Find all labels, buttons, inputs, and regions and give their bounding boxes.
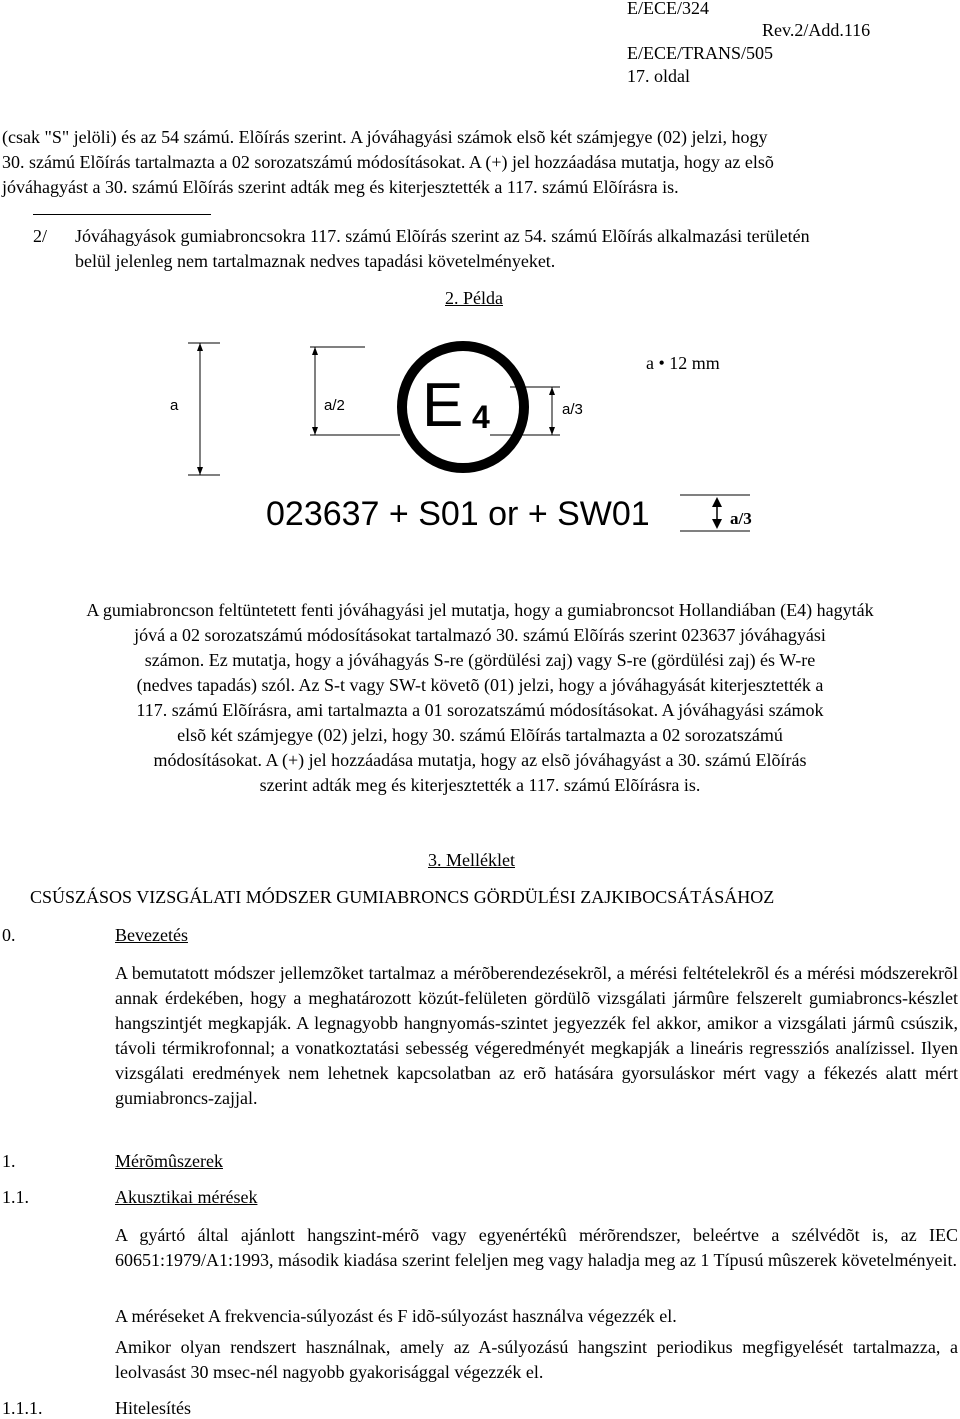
dim-a-arrow-down [197, 467, 203, 475]
explanation-line-8: szerint adták meg és kiterjesztették a 117. számú Elõírásra is. [259, 775, 701, 795]
footnote-number: 2/ [33, 226, 48, 246]
explanation-line-1: A gumiabroncson feltüntetett fenti jóváhagyási jel mutatja, hogy a gumiabroncsot Hollandiában (E4) hagyták [86, 600, 874, 620]
section-1-1-text-1: A gyártó által ajánlott hangszint-mérõ vagy egyenértékû mérõrendszer, beleértve a szélvédõt is, az IEC 60651:1979/A1:1993, második kiadása szerint feleljen meg vagy haladja meg az 1 Típusú mûszerek követelményeit. [115, 1225, 958, 1270]
intro-line-3: jóváhagyást a 30. számú Elõírás szerint adták meg és kiterjesztették a 117. számú Elõírásra is. [2, 177, 679, 197]
page-number: 17. oldal [627, 66, 690, 86]
section-1-1-title: Akusztikai mérések [115, 1187, 258, 1207]
section-0-title: Bevezetés [115, 925, 188, 945]
mark-letter: E [422, 371, 464, 440]
explanation-line-2: jóvá a 02 sorozatszámú módosításokat tartalmazó 30. számú Elõírás szerint 023637 jóváhagyási [134, 625, 826, 645]
dim-a2-label: a/2 [324, 397, 345, 414]
dim-a3-arrow-down [549, 427, 555, 435]
footnote-separator [33, 214, 211, 215]
approval-mark-diagram [160, 335, 780, 550]
size-note: a • 12 mm [646, 353, 720, 373]
dim-a-label: a [170, 397, 179, 414]
section-1-1-1-title: Hitelesítés [115, 1398, 191, 1418]
section-1-1-text-2: A méréseket A frekvencia-súlyozást és F idõ-súlyozást használva végezzék el. [115, 1306, 677, 1326]
section-1-1-number: 1.1. [2, 1187, 29, 1207]
footnote-line-1: Jóváhagyások gumiabroncsokra 117. számú Elõírás szerint az 54. számú Elõírás alkalmazási területén [75, 226, 810, 246]
trans-symbol: E/ECE/TRANS/505 [627, 43, 774, 63]
explanation-line-7: módosításokat. A (+) jel hozzáadása mutatja, hogy az elsõ jóváhagyást a 30. számú Elõírás [153, 750, 807, 770]
footnote-line-2: belül jelenleg nem tartalmaznak nedves tapadási követelményeket. [75, 251, 556, 271]
dim-a3-label: a/3 [562, 401, 583, 418]
section-0-number: 0. [2, 925, 16, 945]
annex-subtitle: CSÚSZÁSOS VIZSGÁLATI MÓDSZER GUMIABRONCS GÖRDÜLÉSI ZAJKIBOCSÁTÁSÁHOZ [30, 887, 775, 907]
revision: Rev.2/Add.116 [762, 20, 871, 40]
example-title: 2. Példa [445, 288, 503, 308]
explanation-line-5: 117. számú Elõírásra, ami tartalmazta a 01 sorozatszámú módosításokat. A jóváhagyási számok [136, 700, 824, 720]
section-1-1-1-number: 1.1.1. [2, 1398, 43, 1418]
dim-a2-arrow-down [312, 427, 318, 435]
dim-a2-arrow-up [312, 347, 318, 355]
section-1-number: 1. [2, 1151, 16, 1171]
explanation-line-4: (nedves tapadás) szól. Az S-t vagy SW-t követõ (01) jelzi, hogy a jóváhagyását kiterjesztették a [136, 675, 824, 695]
intro-line-2: 30. számú Elõírás tartalmazta a 02 sorozatszámú módosításokat. A (+) jel hozzáadása mutatja, hogy az elsõ [2, 152, 774, 172]
section-0-text: A bemutatott módszer jellemzõket tartalmaz a mérõberendezésekrõl, a mérési feltételekrõl és a mérési módszerekrõl annak érdekében, hogy a meghatározott közút-felületen gördülõ vizsgálati jármûre felszerelt gumiabroncs-készlet hangszintjét megkapják. A legnagyobb hangnyomás-szintet jegyezzék fel akkor, amikor a vizsgálati jármû csúszik, távoli térmikrofonnal; a vonatkoztatási sebesség végeredményét megkapják a lineáris regressziós analízissel. Ilyen vizsgálati eredmények nem lehetnek kapcsolatban az erõ hatására gyorsuláskor mért vagy a fékezés alatt mért gumiabroncs-zajjal. [115, 963, 958, 1108]
height-arrow-up [712, 497, 722, 507]
dim-a3-arrow-up [549, 387, 555, 395]
annex-title: 3. Melléklet [428, 850, 515, 870]
section-1-title: Mérõmûszerek [115, 1151, 223, 1171]
mark-number: 4 [472, 399, 490, 435]
explanation-line-3: számon. Ez mutatja, hogy a jóváhagyás S-re (gördülési zaj) vagy S-re (gördülési zaj) és W-re [144, 650, 816, 670]
intro-line-1: (csak "S" jelöli) és az 54 számú. Elõírás szerint. A jóváhagyási számok elsõ két számjegye (02) jelzi, hogy [2, 127, 768, 147]
height-label: a/3 [730, 509, 752, 528]
height-arrow-down [712, 519, 722, 529]
section-1-1-text-3: Amikor olyan rendszert használnak, amely az A-súlyozású hangszint periodikus megfigyelését tartalmazza, a leolvasást 30 msec-nél nagyobb gyakorisággal végezzék el. [115, 1337, 958, 1382]
explanation-line-6: elsõ két számjegye (02) jelzi, hogy 30. számú Elõírás tartalmazta a 02 sorozatszámú [177, 725, 783, 745]
dim-a-arrow-up [197, 343, 203, 351]
approval-number-text: 023637 + S01 or + SW01 [266, 495, 650, 533]
doc-symbol: E/ECE/324 [627, 0, 709, 18]
